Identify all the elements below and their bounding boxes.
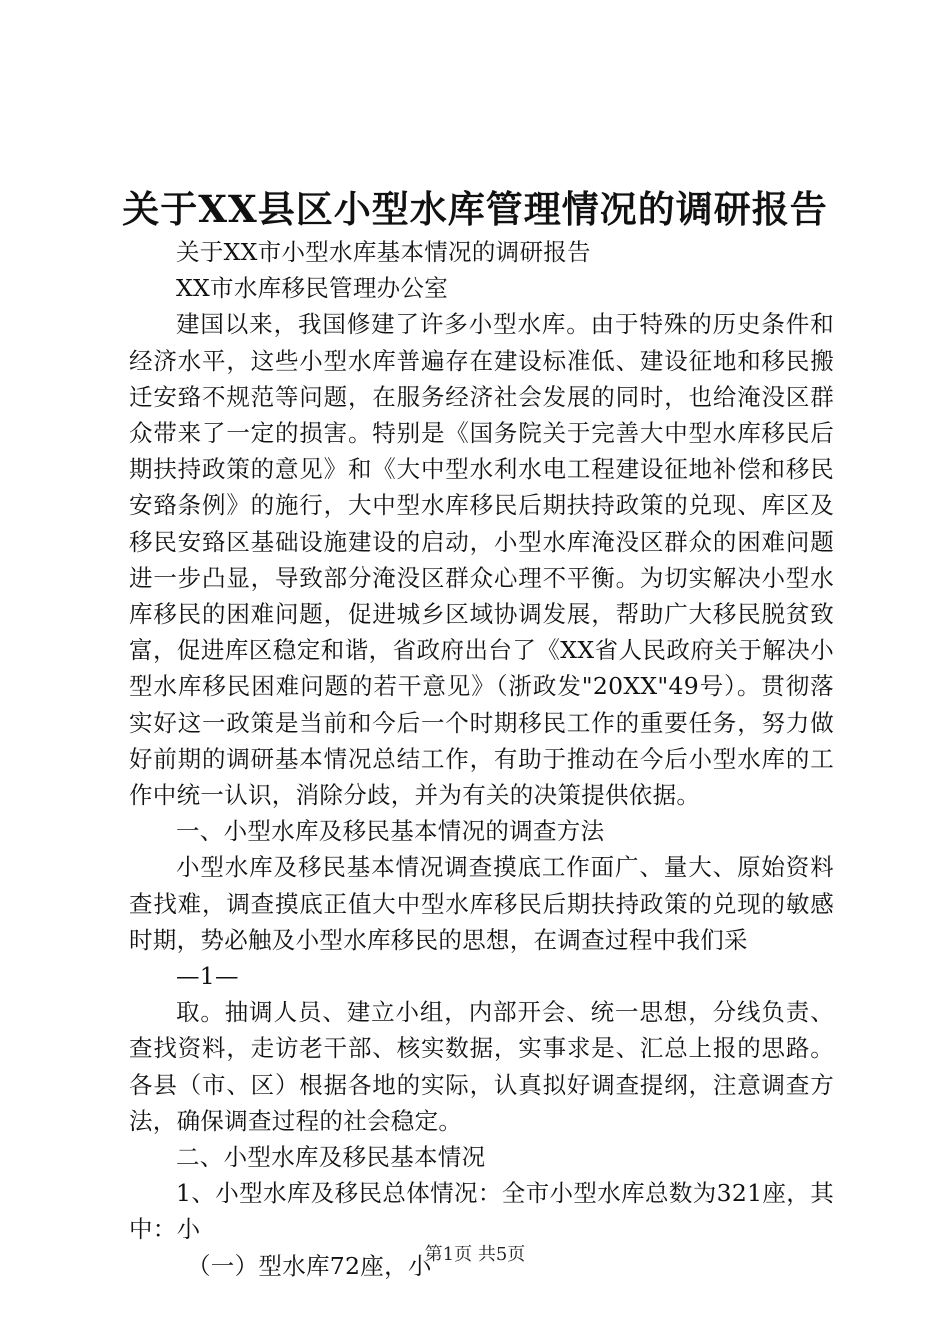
page-footer: 第1页 共5页	[424, 1244, 526, 1265]
document-author: XX市水库移民管理办公室	[176, 274, 449, 303]
list-item: （一）型水库72座，小	[187, 1251, 432, 1280]
page-number-marker: —1—	[176, 962, 239, 991]
section-heading-1: 一、小型水库及移民基本情况的调查方法	[176, 817, 605, 846]
document-subtitle: 关于XX市小型水库基本情况的调研报告	[176, 238, 591, 266]
paragraph-method: 小型水库及移民基本情况调查摸底工作面广、量大、原始资料查找难，调查摸底正值大中型水库移民后期扶持政策的兑现的敏感时期，势必触及小型水库移民的思想，在调查过程中我们采	[129, 853, 834, 954]
document-title: 关于XX县区小型水库管理情况的调研报告	[122, 187, 828, 231]
paragraph-overview: 1、小型水库及移民总体情况：全市小型水库总数为321座，其中：小	[129, 1179, 834, 1244]
section-heading-2: 二、小型水库及移民基本情况	[176, 1143, 486, 1172]
document-body	[129, 234, 834, 1284]
paragraph-intro: 建国以来，我国修建了许多小型水库。由于特殊的历史条件和经济水平，这些小型水库普遍存在建设标准低、建设征地和移民搬迁安臵不规范等问题，在服务经济社会发展的同时，也给淹没区群众带来了一定的损害。特别是《国务院关于完善大中型水库移民后期扶持政策的意见》和《大中型水利水电工程建设征地补偿和移民安臵条例》的施行，大中型水库移民后期扶持政策的兑现、库区及移民安臵区基础设施建设的启动，小型水库淹没区群众的困难问题进一步凸显，导致部分淹没区群众心理不平衡。为切实解决小型水库移民的困难问题，促进城乡区域协调发展，帮助广大移民脱贫致富，促进库区稳定和谐，省政府出台了《XX省人民政府关于解决小型水库移民困难问题的若干意见》（浙政发"20XX"49号）。贯彻落实好这一政策是当前和今后一个时期移民工作的重要任务，努力做好前期的调研基本情况总结工作，有助于推动在今后小型水库的工作中统一认识，消除分歧，并为有关的决策提供依据。	[129, 310, 834, 810]
paragraph-method-continued: 取。抽调人员、建立小组，内部开会、统一思想，分线负责、查找资料，走访老干部、核实数据，实事求是、汇总上报的思路。各县（市、区）根据各地的实际，认真拟好调查提纲，注意调查方法，确保调查过程的社会稳定。	[129, 998, 834, 1135]
